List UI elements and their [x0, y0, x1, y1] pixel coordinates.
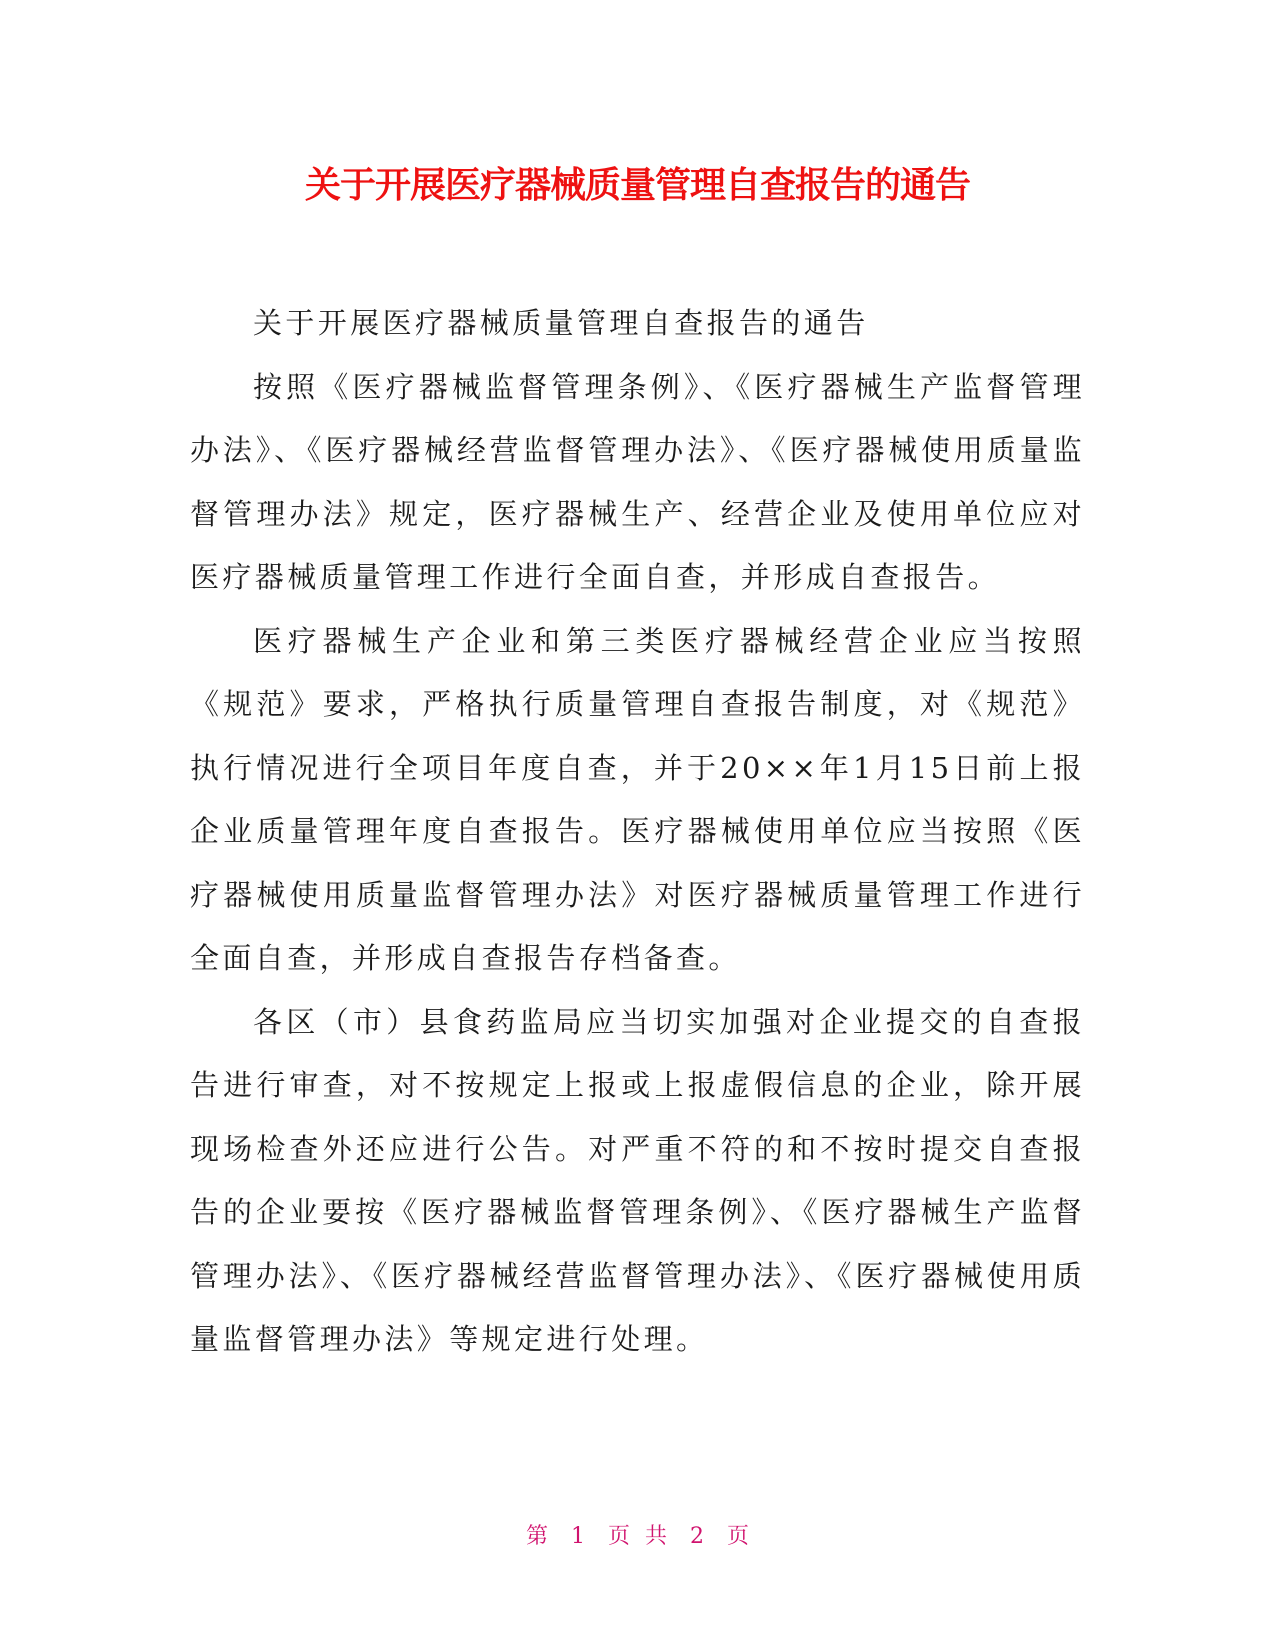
paragraph-regulations: 按照《医疗器械监督管理条例》、《医疗器械生产监督管理办法》、《医疗器械经营监督管理办法》、《医疗器械使用质量监督管理办法》规定，医疗器械生产、经营企业及使用单位应对医疗器械质量管理工作进行全面自查，并形成自查报告。: [190, 369, 1085, 594]
footer-current-page: 1: [571, 1524, 585, 1549]
footer-suffix: 页: [727, 1524, 750, 1549]
footer-total-pages: 2: [690, 1524, 704, 1549]
footer-prefix: 第: [525, 1524, 548, 1549]
document-title: 关于开展医疗器械质量管理自查报告的通告: [304, 165, 970, 206]
document-body: [190, 292, 1085, 1372]
paragraph-enterprise-requirements: 医疗器械生产企业和第三类医疗器械经营企业应当按照《规范》要求，严格执行质量管理自查报告制度，对《规范》执行情况进行全项目年度自查，并于20××年1月15日前上报企业质量管理年度自查报告。医疗器械使用单位应当按照《医疗器械使用质量监督管理办法》对医疗器械质量管理工作进行全面自查，并形成自查报告存档备查。: [190, 623, 1085, 975]
paragraph-supervision: 各区（市）县食药监局应当切实加强对企业提交的自查报告进行审查，对不按规定上报或上报虚假信息的企业，除开展现场检查外还应进行公告。对严重不符的和不按时提交自查报告的企业要按《医疗器械监督管理条例》、《医疗器械生产监督管理办法》、《医疗器械经营监督管理办法》、《医疗器械使用质量监督管理办法》等规定进行处理。: [190, 1004, 1085, 1356]
footer-mid: 页 共: [608, 1524, 667, 1549]
page-footer: [0, 1522, 1275, 1552]
paragraph-subtitle: 关于开展医疗器械质量管理自查报告的通告: [253, 306, 869, 340]
